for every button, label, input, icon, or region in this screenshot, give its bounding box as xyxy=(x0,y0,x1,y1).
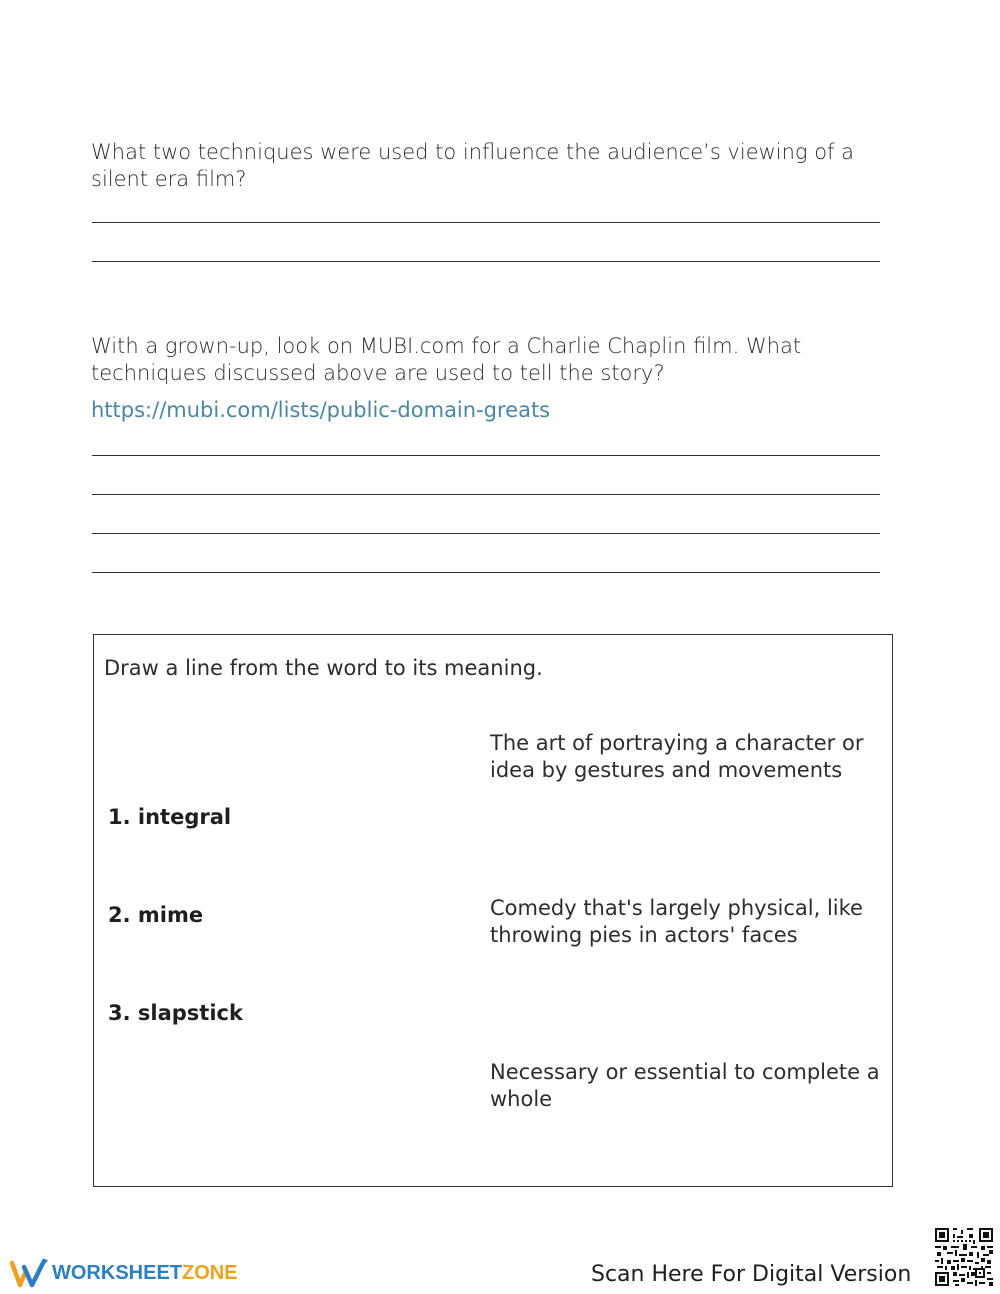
meaning-1: The art of portraying a character or idea by gestures and movements xyxy=(490,731,864,782)
logo-text-worksheet: WORKSHEET xyxy=(52,1261,182,1284)
word-slapstick: 3. slapstick xyxy=(108,1001,243,1025)
logo-text-zone: ZONE xyxy=(182,1261,238,1284)
logo-wordmark xyxy=(52,1262,238,1285)
answer-line-q1-1[interactable] xyxy=(92,222,880,223)
answer-line-q2-2[interactable] xyxy=(92,494,880,495)
question-1-text: What two techniques were used to influence the audience’s viewing of a silent era film? xyxy=(91,140,854,191)
answer-line-q2-4[interactable] xyxy=(92,572,880,573)
matching-exercise-box xyxy=(93,634,893,1187)
answer-line-q2-1[interactable] xyxy=(92,455,880,456)
scan-instruction: Scan Here For Digital Version xyxy=(591,1262,912,1287)
qr-code-icon[interactable] xyxy=(935,1228,993,1286)
meaning-3: Necessary or essential to complete a whole xyxy=(490,1060,880,1111)
matching-instruction: Draw a line from the word to its meaning. xyxy=(104,656,543,680)
worksheet-zone-logo xyxy=(10,1256,238,1290)
word-mime: 2. mime xyxy=(108,903,204,927)
meaning-2: Comedy that's largely physical, like throwing pies in actors' faces xyxy=(490,896,863,947)
answer-line-q1-2[interactable] xyxy=(92,261,880,262)
logo-w-icon xyxy=(10,1257,50,1289)
mubi-link[interactable]: https://mubi.com/lists/public-domain-greats xyxy=(91,398,551,422)
word-integral: 1. integral xyxy=(108,805,232,829)
question-2-text: With a grown-up, look on MUBI.com for a Charlie Chaplin film. What techniques discussed above are used to tell the story? xyxy=(91,334,802,385)
answer-line-q2-3[interactable] xyxy=(92,533,880,534)
